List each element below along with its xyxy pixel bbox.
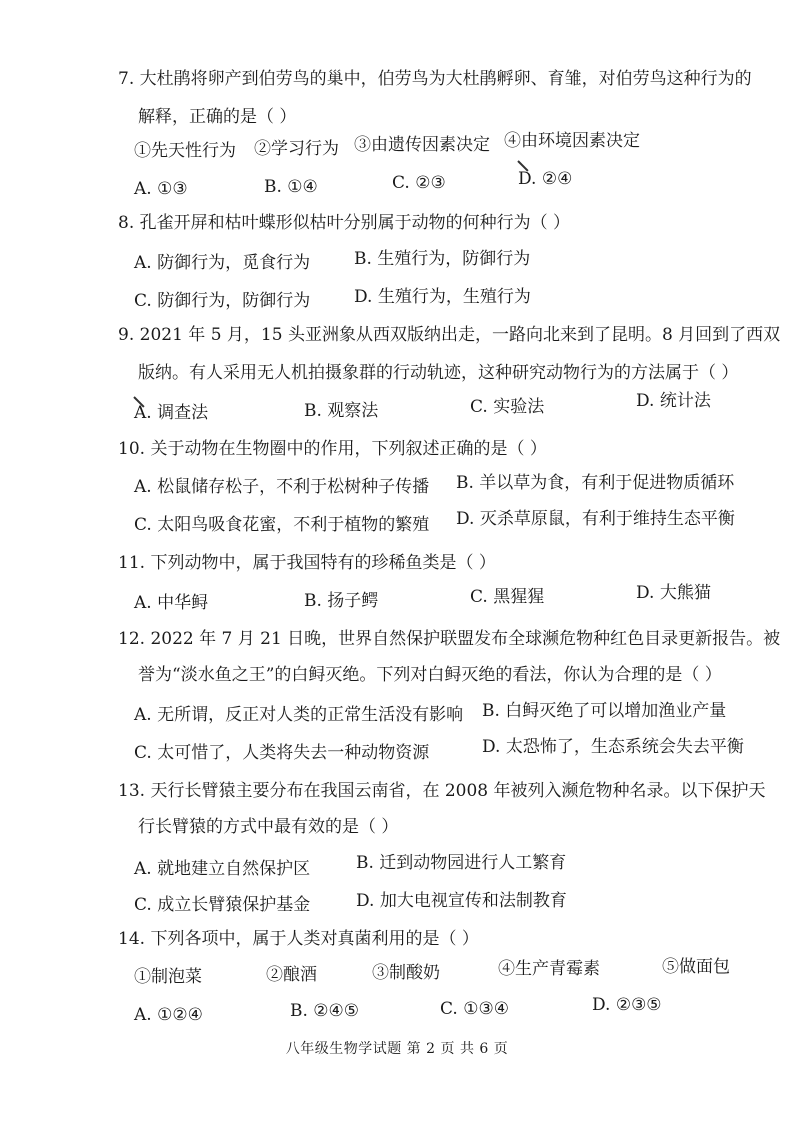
question-8-option-a: A. 防御行为，觅食行为 bbox=[134, 253, 311, 273]
question-11-option-b: B. 扬子鳄 bbox=[304, 591, 379, 611]
question-10-line-1: 10. 关于动物在生物圈中的作用，下列叙述正确的是（ ） bbox=[118, 439, 547, 459]
question-12-option-a: A. 无所谓，反正对人类的正常生活没有影响 bbox=[134, 705, 464, 725]
question-14-line-1: 14. 下列各项中，属于人类对真菌利用的是（ ） bbox=[118, 929, 479, 949]
question-14-item-3: ③制酸奶 bbox=[372, 963, 440, 983]
question-9-line-2: 版纳。有人采用无人机拍摄象群的行动轨迹，这种研究动物行为的方法属于（ ） bbox=[138, 363, 739, 383]
question-7-item-1: ①先天性行为 bbox=[134, 141, 236, 161]
question-11-option-c: C. 黑猩猩 bbox=[470, 587, 545, 607]
question-14-option-d: D. ②③⑤ bbox=[592, 995, 662, 1015]
question-7-option-a: A. ①③ bbox=[134, 179, 188, 199]
question-14-option-b: B. ②④⑤ bbox=[290, 1001, 360, 1021]
question-13-option-c: C. 成立长臂猿保护基金 bbox=[134, 895, 311, 915]
question-11-option-a: A. 中华鲟 bbox=[134, 593, 209, 613]
question-14-item-5: ⑤做面包 bbox=[662, 957, 730, 977]
question-8-option-b: B. 生殖行为，防御行为 bbox=[354, 249, 531, 269]
question-7-line-2: 解释，正确的是（ ） bbox=[138, 107, 297, 127]
question-10-option-c: C. 太阳鸟吸食花蜜，不利于植物的繁殖 bbox=[134, 515, 430, 535]
question-13-option-b: B. 迁到动物园进行人工繁育 bbox=[356, 853, 567, 873]
question-12-line-2: 誉为“淡水鱼之王”的白鲟灭绝。下列对白鲟灭绝的看法，你认为合理的是（ ） bbox=[138, 665, 722, 685]
question-7-option-c: C. ②③ bbox=[392, 173, 446, 193]
question-14-option-c: C. ①③④ bbox=[440, 999, 509, 1019]
question-7-item-4: ④由环境因素决定 bbox=[504, 131, 640, 151]
question-14-item-2: ②酿酒 bbox=[266, 965, 317, 985]
question-9-option-d: D. 统计法 bbox=[636, 391, 711, 411]
question-7-item-2: ②学习行为 bbox=[254, 139, 339, 159]
question-7-option-d: D. ②④ bbox=[518, 169, 573, 189]
question-7-line-1: 7. 大杜鹃将卵产到伯劳鸟的巢中，伯劳鸟为大杜鹃孵卵、育雏，对伯劳鸟这种行为的 bbox=[118, 69, 752, 89]
question-12-option-d: D. 太恐怖了，生态系统会失去平衡 bbox=[482, 737, 744, 757]
question-12-line-1: 12. 2022 年 7 月 21 日晚，世界自然保护联盟发布全球濒危物种红色目录更新报告。被 bbox=[118, 629, 781, 649]
question-10-option-d: D. 灭杀草原鼠，有利于维持生态平衡 bbox=[456, 509, 735, 529]
question-12-option-b: B. 白鲟灭绝了可以增加渔业产量 bbox=[482, 701, 727, 721]
question-9-option-b: B. 观察法 bbox=[304, 401, 379, 421]
question-8-option-d: D. 生殖行为，生殖行为 bbox=[354, 287, 531, 307]
question-8-option-c: C. 防御行为，防御行为 bbox=[134, 291, 311, 311]
question-7-option-b: B. ①④ bbox=[264, 177, 318, 197]
question-9-line-1: 9. 2021 年 5 月，15 头亚洲象从西双版纳出走，一路向北来到了昆明。8 月回到了西双 bbox=[118, 325, 781, 345]
question-13-option-d: D. 加大电视宣传和法制教育 bbox=[356, 891, 567, 911]
question-13-option-a: A. 就地建立自然保护区 bbox=[134, 859, 311, 879]
question-14-item-1: ①制泡菜 bbox=[134, 967, 202, 987]
question-9-option-a: A. 调查法 bbox=[134, 403, 209, 423]
question-11-option-d: D. 大熊猫 bbox=[636, 583, 711, 603]
question-9-option-c: C. 实验法 bbox=[470, 397, 545, 417]
question-10-option-b: B. 羊以草为食，有利于促进物质循环 bbox=[456, 473, 735, 493]
question-14-option-a: A. ①②④ bbox=[134, 1005, 203, 1025]
question-12-option-c: C. 太可惜了，人类将失去一种动物资源 bbox=[134, 743, 430, 763]
question-7-item-3: ③由遗传因素决定 bbox=[354, 135, 490, 155]
question-13-line-2: 行长臂猿的方式中最有效的是（ ） bbox=[138, 817, 399, 837]
question-10-option-a: A. 松鼠储存松子，不利于松树种子传播 bbox=[134, 477, 430, 497]
question-13-line-1: 13. 天行长臂猿主要分布在我国云南省，在 2008 年被列入濒危物种名录。以下保护天 bbox=[118, 781, 766, 801]
question-11-line-1: 11. 下列动物中，属于我国特有的珍稀鱼类是（ ） bbox=[118, 553, 496, 573]
question-14-item-4: ④生产青霉素 bbox=[498, 959, 600, 979]
question-8-line-1: 8. 孔雀开屏和枯叶蝶形似枯叶分别属于动物的何种行为（ ） bbox=[118, 213, 571, 233]
page-footer: 八年级生物学试题 第 2 页 共 6 页 bbox=[285, 1041, 509, 1057]
